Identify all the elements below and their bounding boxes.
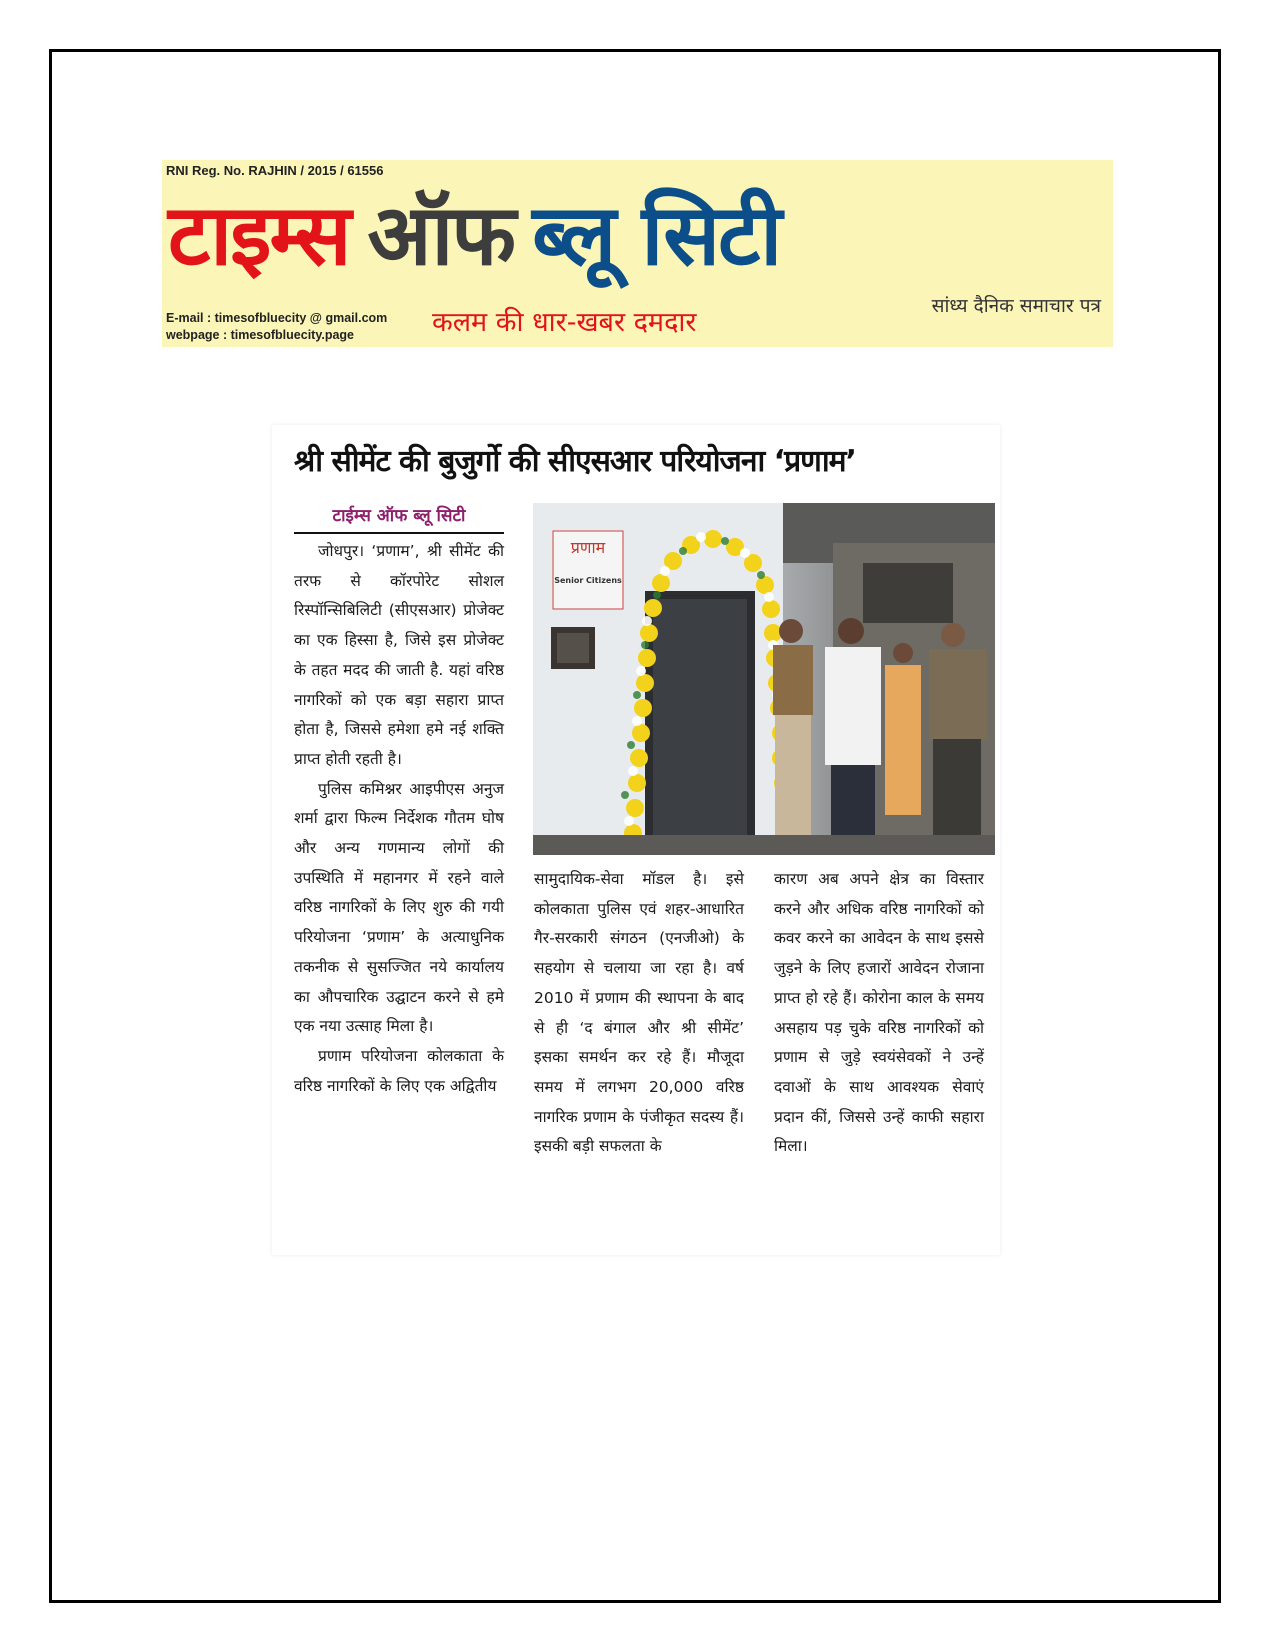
sign-subtitle: Senior Citizens [554,576,622,585]
title-part-2: ऑफ [367,186,515,284]
paragraph: जोधपुर। ‘प्रणाम’, श्री सीमेंट की तरफ से कॉरपोरेट सोशल रिस्पॉन्सिबिलिटी (सीएसआर) प्रोजेक्ट का एक हिस्सा है, जिसे इस प्रोजेक्ट के तहत मदद की जाती है. यहां वरिष्ठ नागरिकों को एक बड़ा सहारा प्राप्त होता है, जिससे हमेशा हमे नई शक्ति प्राप्त होती रहती है। [294,542,504,768]
newspaper-title [168,180,780,290]
webpage-text: webpage : timesofbluecity.page [166,328,355,342]
rni-number: RNI Reg. No. RAJHIN / 2015 / 61556 [166,163,384,178]
news-clipping [272,425,1000,1255]
title-part-3: ब्लू सिटी [532,186,781,284]
article-column-1 [294,537,504,1101]
article-column-3 [774,865,984,1162]
newspaper-subtitle: सांध्य दैनिक समाचार पत्र [931,295,1101,317]
email-text: E-mail : timesofbluecity @ gmail.com [166,311,388,325]
title-part-1: टाइम्स [168,186,350,284]
contact-info [166,310,387,344]
paragraph: कारण अब अपने क्षेत्र का विस्तार करने और अधिक वरिष्ठ नागरिकों को कवर करने का आवेदन के साथ इससे जुड़ने के लिए हजारों आवेदन रोजाना प्राप्त हो रहे हैं। कोरोना काल के समय असहाय पड़ चुके वरिष्ठ नागरिकों को प्रणाम से जुड़े स्वयंसेवकों ने उन्हें दवाओं के साथ आवश्यक सेवाएं प्रदान कीं, जिससे उन्हें काफी सहारा मिला। [774,870,984,1156]
article-byline: टाईम्स ऑफ ब्लू सिटी [294,503,504,534]
paragraph: पुलिस कमिश्नर आइपीएस अनुज शर्मा द्वारा फिल्म निर्देशक गौतम घोष और अन्य गणमान्य लोगों की उपस्थिति में महानगर में रहने वाले वरिष्ठ नागरिकों के लिए शुरु की गयी परियोजना ‘प्रणाम’ के अत्याधुनिक तकनीक से सुसज्जित नये कार्यालय का औपचारिक उद्घाटन करने से हमे एक नया उत्साह मिला है। [294,779,504,1036]
article-headline: श्री सीमेंट की बुजुर्गो की सीएसआर परियोजना ‘प्रणाम’ [294,444,856,479]
masthead [162,160,1113,347]
paragraph: सामुदायिक-सेवा मॉडल है। इसे कोलकाता पुलिस एवं शहर-आधारित गैर-सरकारी संगठन (एनजीओ) के सहयोग से चलाया जा रहा है। वर्ष 2010 में प्रणाम की स्थापना के बाद से ही ‘द बंगाल और श्री सीमेंट’ इसका समर्थन कर रहे हैं। मौजूदा समय में लगभग 20,000 वरिष्ठ नागरिक प्रणाम के पंजीकृत सदस्य हैं। इसकी बड़ी सफलता के [534,870,744,1156]
tagline: कलम की धार-खबर दमदार [432,307,697,338]
paragraph: प्रणाम परियोजना कोलकाता के वरिष्ठ नागरिकों के लिए एक अद्वितीय [294,1046,504,1095]
article-column-2 [534,865,744,1162]
article-photo [533,503,995,855]
sign-title: प्रणाम [570,538,606,557]
inauguration-photo [533,503,995,855]
